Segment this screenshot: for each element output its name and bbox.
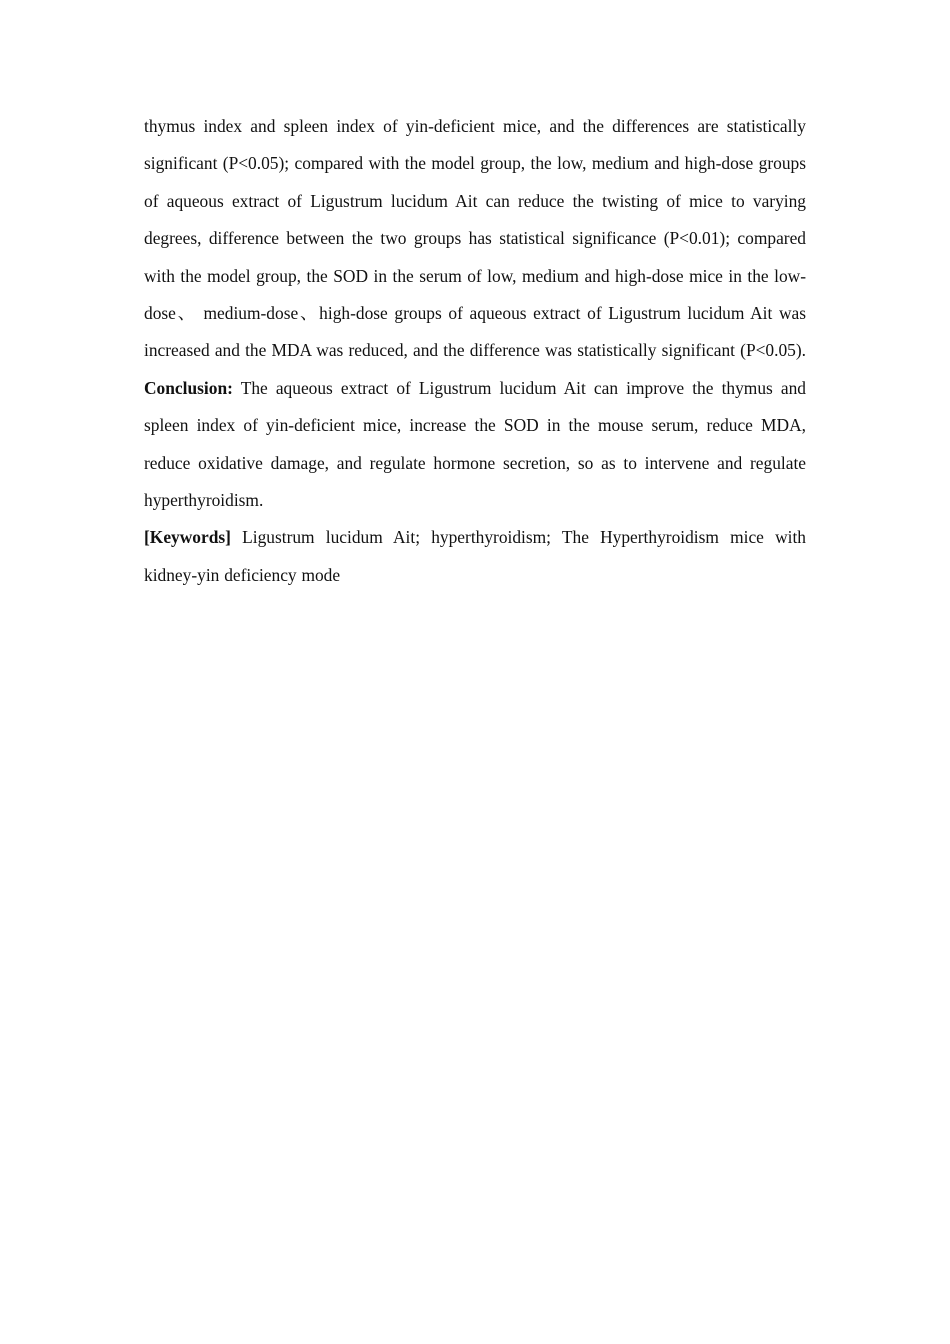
keywords-text: Ligustrum lucidum Ait; hyperthyroidism; The Hyperthyroidism mice with kidney-yin deficiency mode — [144, 527, 806, 585]
abstract-text-block — [144, 108, 806, 594]
conclusion-text: The aqueous extract of Ligustrum lucidum Ait can improve the thymus and spleen index of yin-deficient mice, increase the SOD in the mouse serum, reduce MDA, reduce oxidative damage, and regulate hormone secretion, so as to intervene and regulate hyperthyroidism. — [144, 377, 806, 511]
keywords-paragraph — [144, 519, 806, 594]
abstract-results-text: thymus index and spleen index of yin-deficient mice, and the differences are statistically significant (P<0.05); compared with the model group, the low, medium and high-dose groups of aqueous extract of Ligustrum lucidum Ait can reduce the twisting of mice to varying degrees, difference between the two groups has statistical significance (P<0.01); compared with the model group, the SOD in the serum of low, medium and high-dose mice in the low-dose、 medium-dose、high-dose groups of aqueous extract of Ligustrum lucidum Ait was increased and the MDA was reduced, and the difference was statistically significant (P<0.05). — [144, 116, 806, 361]
conclusion-label: Conclusion: — [144, 377, 233, 398]
keywords-label: [Keywords] — [144, 527, 231, 548]
abstract-paragraph — [144, 108, 806, 519]
